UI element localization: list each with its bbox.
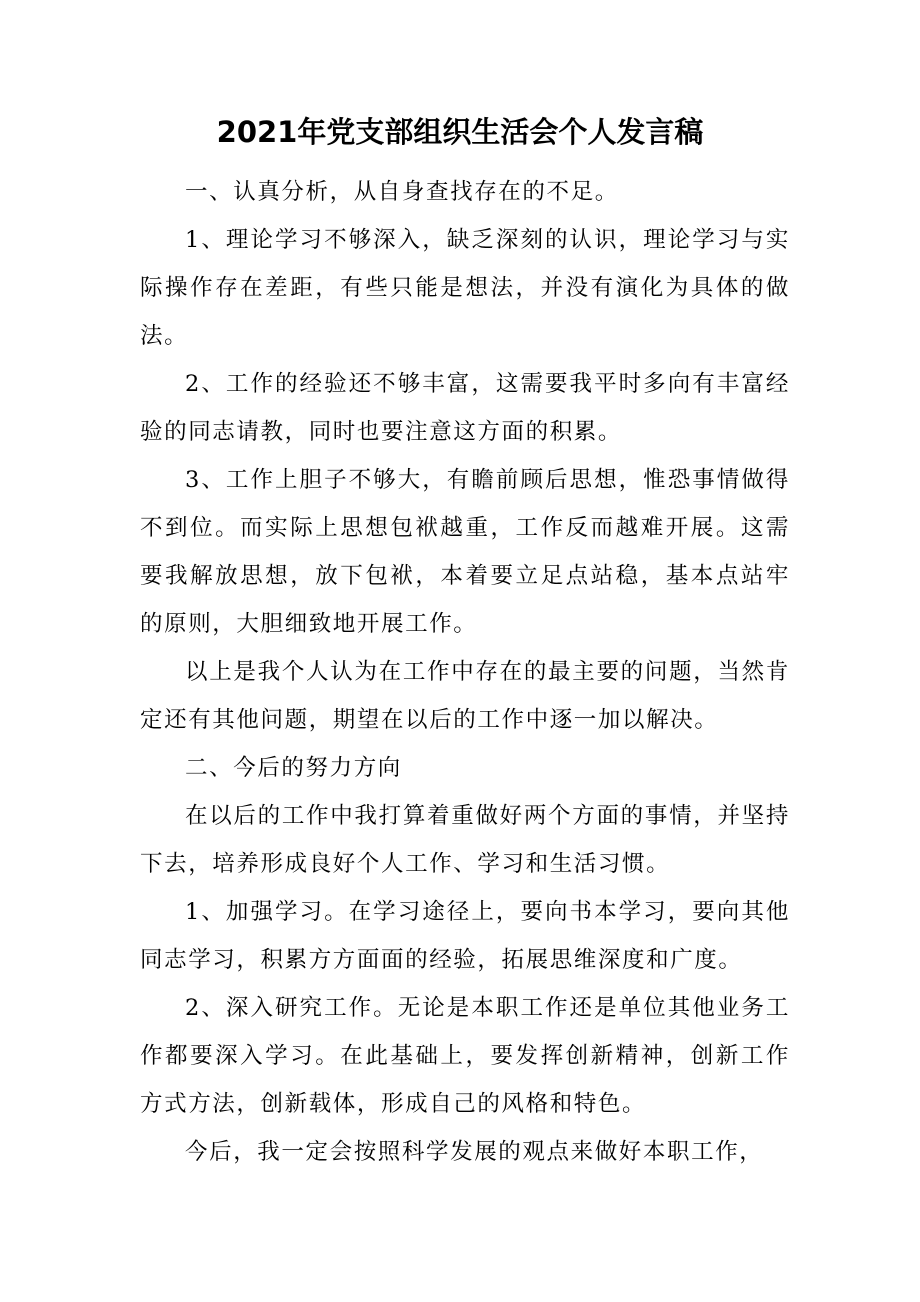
paragraph-plan-item-1: 1、加强学习。在学习途径上，要向书本学习，要向其他同志学习，积累方方面面的经验，拓展思维深度和广度。 xyxy=(140,899,790,973)
paragraph-closing: 今后，我一定会按照科学发展的观点来做好本职工作， xyxy=(185,1139,764,1165)
paragraph-plan-item-2: 2、深入研究工作。无论是本职工作还是单位其他业务工作都要深入学习。在此基础上，要发挥创新精神，创新工作方式方法，创新载体，形成自己的风格和特色。 xyxy=(140,995,790,1117)
paragraph-item-3: 3、工作上胆子不够大，有瞻前顾后思想，惟恐事情做得不到位。而实际上思想包袱越重，工作反而越难开展。这需要我解放思想，放下包袱，本着要立足点站稳，基本点站牢的原则，大胆细致地开展工作。 xyxy=(140,467,790,637)
paragraph-item-2: 2、工作的经验还不够丰富，这需要我平时多向有丰富经验的同志请教，同时也要注意这方面的积累。 xyxy=(140,371,790,445)
paragraph-summary: 以上是我个人认为在工作中存在的最主要的问题，当然肯定还有其他问题，期望在以后的工作中逐一加以解决。 xyxy=(140,659,790,733)
paragraph-section-two-heading: 二、今后的努力方向 xyxy=(185,755,402,781)
document-body xyxy=(140,168,790,1176)
paragraph-item-1: 1、理论学习不够深入，缺乏深刻的认识，理论学习与实际操作存在差距，有些只能是想法，并没有演化为具体的做法。 xyxy=(140,227,790,349)
paragraph-section-one-heading: 一、认真分析，从自身查找存在的不足。 xyxy=(185,179,619,205)
paragraph-plan-intro: 在以后的工作中我打算着重做好两个方面的事情，并坚持下去，培养形成良好个人工作、学习和生活习惯。 xyxy=(140,803,790,877)
document-title: 2021年党支部组织生活会个人发言稿 xyxy=(216,115,704,149)
